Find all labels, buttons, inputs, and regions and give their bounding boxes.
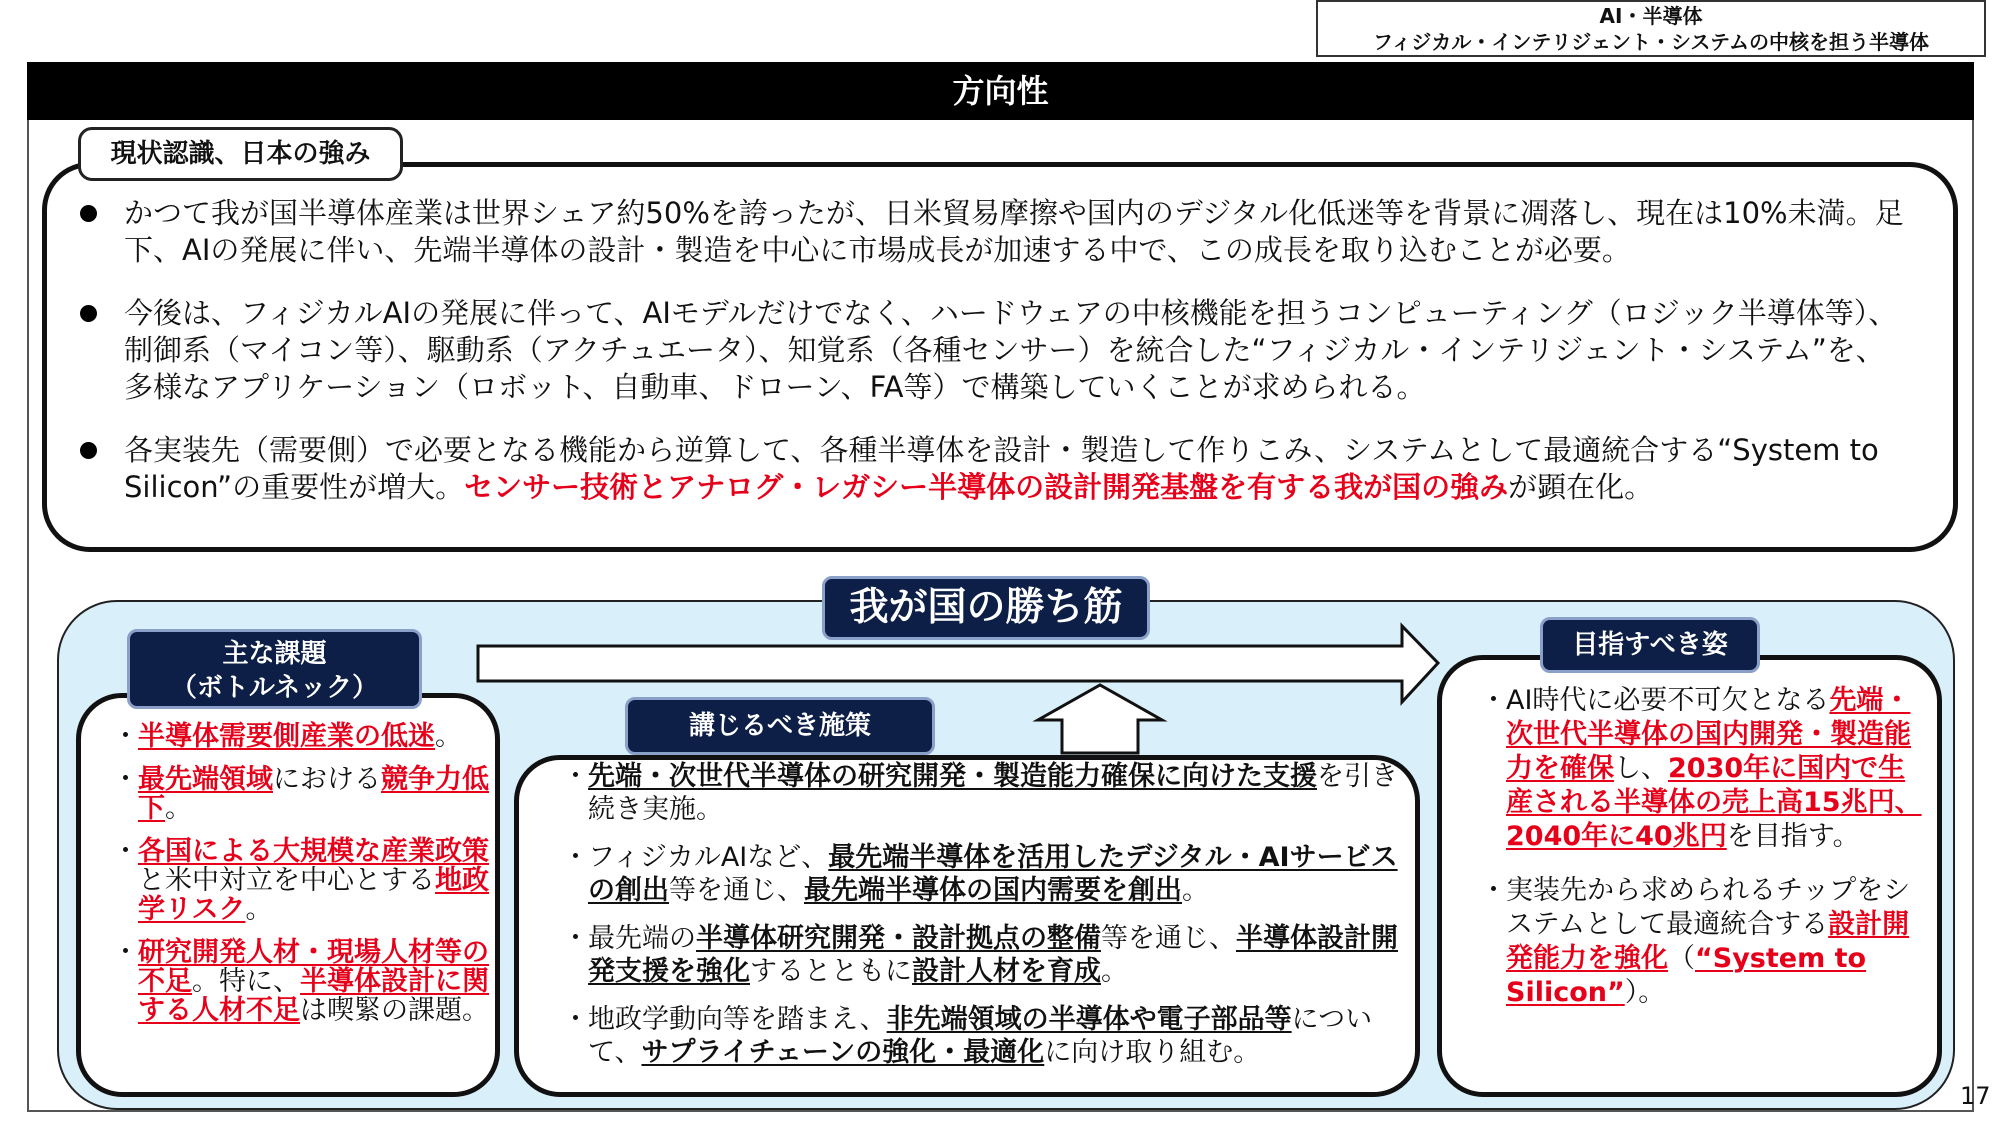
status-bullet: かつて我が国半導体産業は世界シェア約50%を誇ったが、日米貿易摩擦や国内のデジタル化低迷等を背景に凋落し、現在は10%未満。足下、AIの発展に伴い、先端半導体の設計・製造を中心に市場成長が加速する中で、この成長を取り込むことが必要。: [42, 195, 1942, 269]
issues-label: 主な課題 （ボトルネック）: [127, 629, 422, 709]
goal-list: [1480, 684, 1930, 1030]
measure-item: ・ 最先端の半導体研究開発・設計拠点の整備等を通じ、半導体設計開発支援を強化するとともに設計人材を育成。: [562, 923, 1398, 987]
page-title: 方向性: [27, 62, 1974, 120]
measure-item: ・ 地政学動向等を踏まえ、非先端領域の半導体や電子部品等について、サプライチェーンの強化・最適化に向け取り組む。: [562, 1004, 1373, 1068]
measures-label: 講じるべき施策: [625, 697, 935, 755]
bullet-dot-icon: [80, 305, 97, 322]
measure-item: ・ 先端・次世代半導体の研究開発・製造能力確保に向けた支援を引き続き実施。: [562, 761, 1398, 825]
goal-label: 目指すべき姿: [1540, 617, 1760, 673]
goal-item: ・ AI時代に必要不可欠となる先端・次世代半導体の国内開発・製造能力を確保し、2030年に国内で生産される半導体の売上高15兆円、2040年に40兆円を目指す。: [1480, 685, 1922, 852]
page-number: 17: [1960, 1082, 1991, 1110]
issue-item: ・ 各国による大規模な産業政策と米中対立を中心とする地政学リスク。: [112, 836, 489, 925]
bullet-dot-icon: [80, 442, 97, 459]
issues-list: [112, 722, 492, 1039]
bullet-dot-icon: [80, 205, 97, 222]
section-tag-line1: AI・半導体: [1599, 4, 1703, 28]
measure-item: ・ フィジカルAIなど、最先端半導体を活用したデジタル・AIサービスの創出等を通じ、最先端半導体の国内需要を創出。: [562, 842, 1398, 906]
strategy-title: 我が国の勝ち筋: [822, 576, 1150, 640]
goal-item: ・ 実装先から求められるチップをシステムとして最適統合する設計開発能力を強化（“System to Silicon”）。: [1480, 875, 1911, 1008]
issue-item: ・ 最先端領域における競争力低下。: [112, 764, 489, 824]
up-arrow-icon: [1038, 685, 1162, 753]
issue-item: ・ 研究開発人材・現場人材等の不足。特に、半導体設計に関する人材不足は喫緊の課題。: [112, 937, 489, 1026]
status-bullet: 各実装先（需要側）で必要となる機能から逆算して、各種半導体を設計・製造して作りこみ、システムとして最適統合する“System to Silicon”の重要性が増大。センサー技術とアナログ・レガシー半導体の設計開発基盤を有する我が国の強みが顕在化。: [42, 432, 1942, 506]
status-bullet: 今後は、フィジカルAIの発展に伴って、AIモデルだけでなく、ハードウェアの中核機能を担うコンピューティング（ロジック半導体等）、制御系（マイコン等）、駆動系（アクチュエータ）、知覚系（各種センサー）を統合した“フィジカル・インテリジェント・システム”を、多様なアプリケーション（ロボット、自動車、ドローン、FA等）で構築していくことが求められる。: [42, 295, 1942, 406]
section-tag-line2: フィジカル・インテリジェント・システムの中核を担う半導体: [1373, 30, 1929, 54]
measures-list: [562, 760, 1402, 1084]
highlight-strength: センサー技術とアナログ・レガシー半導体の設計開発基盤を有する我が国の強み: [464, 470, 1509, 504]
status-label: 現状認識、日本の強み: [78, 127, 403, 181]
status-bullet-list: [42, 195, 1942, 532]
issue-item: ・ 半導体需要側産業の低迷。: [112, 721, 462, 752]
